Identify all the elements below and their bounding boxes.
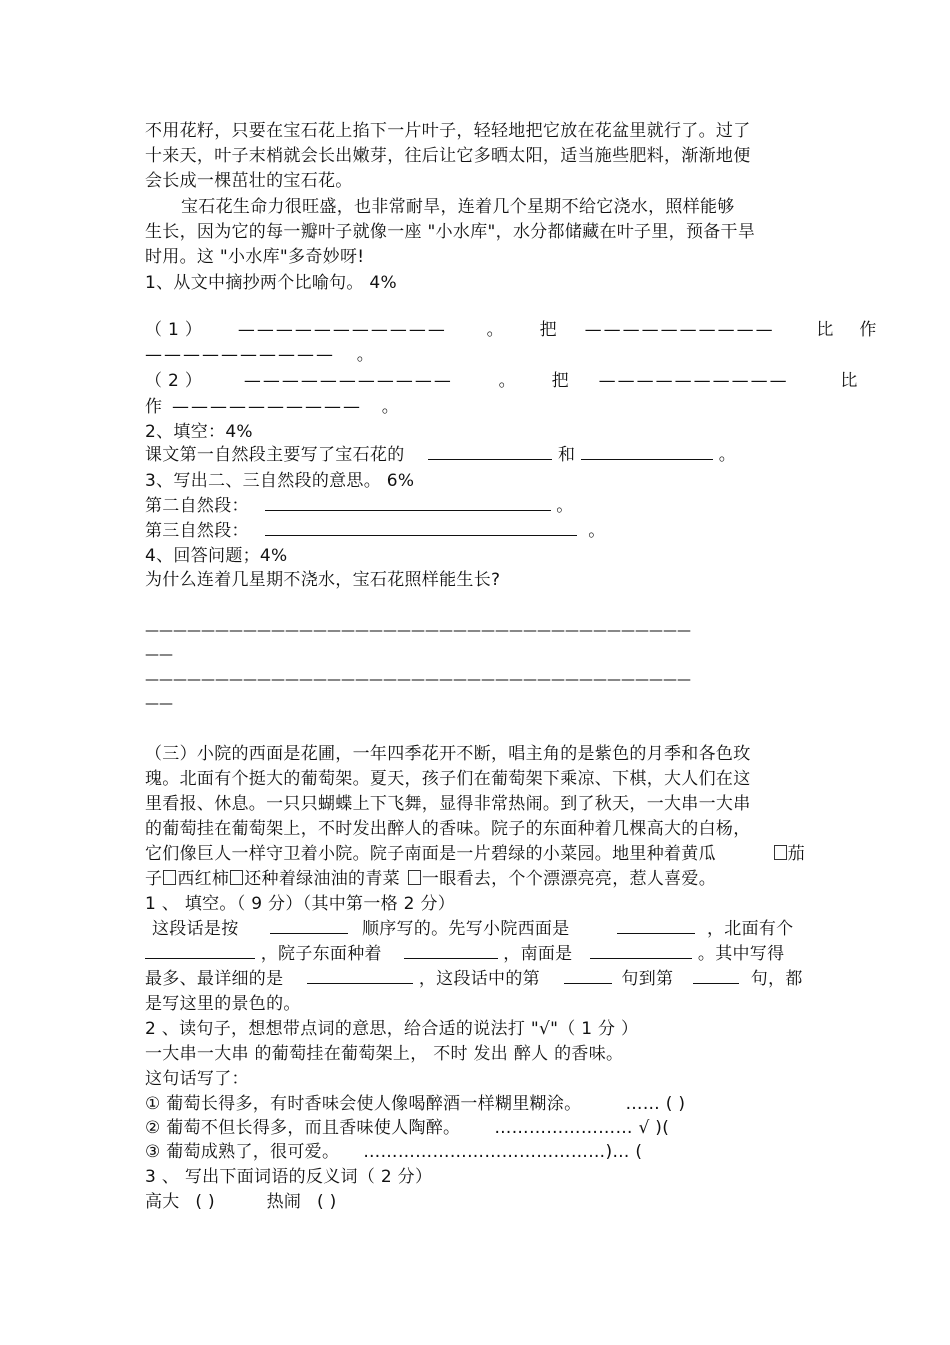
question-title: 2、填空：4% xyxy=(145,422,253,442)
label-zuo: 作 xyxy=(859,320,877,340)
blank-dashes[interactable]: ——————————— xyxy=(237,320,447,340)
passage-line: 它们像巨人一样守卫着小院。院子南面是一片碧绿的小菜园。地里种着黄瓜 茄 xyxy=(145,844,805,864)
s1-fill-line: 是写这里的景色的。 xyxy=(145,994,301,1014)
word-renao: 热闹 xyxy=(266,1192,302,1212)
answer-blank[interactable] xyxy=(145,943,255,959)
answer-blank[interactable] xyxy=(265,495,551,511)
answer-dash-line[interactable]: —— xyxy=(145,647,173,663)
punct: 。 xyxy=(588,521,606,541)
label-bi: 比 xyxy=(816,320,834,340)
s3-antonyms xyxy=(145,1191,337,1213)
passage-line: 会长成一棵茁壮的宝石花。 xyxy=(145,171,353,191)
answer-blank[interactable] xyxy=(590,943,692,959)
blank-dashes[interactable]: —————————— xyxy=(145,345,335,365)
blank-dashes[interactable]: ——————————— xyxy=(243,371,453,391)
box-mark xyxy=(774,845,787,860)
q2-he: 和 xyxy=(557,445,576,465)
question-title: 3、写出二、三自然段的意思。 6% xyxy=(145,471,415,491)
box-mark xyxy=(408,870,421,885)
answer-blank[interactable] xyxy=(307,968,413,984)
question-title: 1、从文中摘抄两个比喻句。 4% xyxy=(145,273,397,293)
answer-blank[interactable] xyxy=(617,918,695,934)
question-title: 2 、读句子，想想带点词的意思，给合适的说法打 "√"（ 1 分 ） xyxy=(145,1019,639,1039)
blank-dashes[interactable]: —————————— xyxy=(172,397,363,417)
answer-blank[interactable] xyxy=(428,444,552,460)
label-ba: 把 xyxy=(551,371,569,391)
answer-blank[interactable]: ( ) xyxy=(195,1192,215,1212)
label-para3: 第三自然段： xyxy=(145,521,249,541)
s2-option-3[interactable]: ③ 葡萄成熟了，很可爱。 ……………………………………)… ( xyxy=(145,1142,643,1162)
q1-item-number: （ 2 ） xyxy=(145,371,203,391)
answer-blank[interactable] xyxy=(581,444,713,460)
q4-question: 为什么连着几星期不浇水，宝石花照样能生长? xyxy=(145,570,501,590)
question-title: 4、回答问题；4% xyxy=(145,546,288,566)
answer-dash-line[interactable]: ——————————————————————————————————————— xyxy=(145,623,691,639)
punct: 。 xyxy=(381,397,400,417)
label-para2: 第二自然段： xyxy=(145,496,249,516)
q1-row-2-cont xyxy=(145,396,399,418)
question-title: 1 、 填空。（ 9 分）（其中第一格 2 分） xyxy=(145,894,456,914)
answer-dash-line[interactable]: —— xyxy=(145,696,173,712)
answer-blank[interactable] xyxy=(265,520,577,536)
s1-fill-line: 这段话是按 顺序写的。先写小院西面是 ，北面有个 xyxy=(152,919,794,939)
punct: 。 xyxy=(486,320,504,340)
answer-blank[interactable] xyxy=(404,943,498,959)
s2-sentence: 一大串一大串 的葡萄挂在葡萄架上， 不时 发出 醉人 的香味。 xyxy=(145,1044,624,1064)
s1-fill-line: 最多、最详细的是 ，这段话中的第 句到第 句，都 xyxy=(145,969,803,989)
label-bi: 比 xyxy=(840,371,858,391)
punct: 。 xyxy=(498,371,516,391)
q1-item-number: （ 1 ） xyxy=(145,320,203,340)
passage-line: （三）小院的西面是花圃，一年四季花开不断，唱主角的是紫色的月季和各色玫 xyxy=(145,744,751,764)
passage-line: 里看报、休息。一只只蝴蝶上下飞舞，显得非常热闹。到了秋天，一大串一大串 xyxy=(145,794,751,814)
passage-line: 瑰。北面有个挺大的葡萄架。夏天，孩子们在葡萄架下乘凉、下棋，大人们在这 xyxy=(145,769,751,789)
label-ba: 把 xyxy=(539,320,557,340)
label-zuo: 作 xyxy=(145,397,163,417)
s1-fill-line: ，院子东面种着 ，南面是 。其中写得 xyxy=(145,943,784,965)
s2-lead: 这句话写了： xyxy=(145,1069,249,1089)
box-mark xyxy=(163,870,176,885)
s2-option-2[interactable]: ② 葡萄不但长得多，而且香味使人陶醉。 …………………… √ )( xyxy=(145,1118,670,1138)
blank-dashes[interactable]: —————————— xyxy=(598,371,789,391)
word-gaoda: 高大 xyxy=(145,1192,180,1212)
answer-dash-line[interactable]: ——————————————————————————————————————— xyxy=(145,672,691,688)
answer-blank[interactable]: ( ) xyxy=(316,1192,337,1212)
passage-line: 宝石花生命力很旺盛，也非常耐旱，连着几个星期不给它浇水，照样能够 xyxy=(181,197,735,217)
answer-blank[interactable] xyxy=(564,968,612,984)
punct: 。 xyxy=(356,345,375,365)
q2-text: 课文第一自然段主要写了宝石花的 xyxy=(145,445,405,465)
blank-dashes[interactable]: —————————— xyxy=(584,320,775,340)
question-title: 3 、 写出下面词语的反义词（ 2 分） xyxy=(145,1167,433,1187)
box-mark xyxy=(230,870,243,885)
passage-line: 生长，因为它的每一瓣叶子就像一座 "小水库"，水分都储藏在叶子里，预备干旱 xyxy=(145,222,756,242)
passage-line: 的葡萄挂在葡萄架上，不时发出醉人的香味。院子的东面种着几棵高大的白杨， xyxy=(145,819,751,839)
s2-option-1[interactable]: ① 葡萄长得多，有时香味会使人像喝醉酒一样糊里糊涂。 …… ( ) xyxy=(145,1094,686,1114)
answer-blank[interactable] xyxy=(693,968,739,984)
punct: 。 xyxy=(556,496,574,516)
q1-row-1-cont xyxy=(145,344,374,366)
passage-line: 子 西红柿 还种着绿油油的青菜 一眼看去，个个漂漂亮亮，惹人喜爱。 xyxy=(145,869,717,889)
q2-fill xyxy=(145,444,736,466)
passage-line: 时用。这 "小水库"多奇妙呀! xyxy=(145,247,365,267)
q3-para3 xyxy=(145,520,606,542)
q1-row-2 xyxy=(145,370,858,392)
q3-para2 xyxy=(145,495,574,517)
punct: 。 xyxy=(718,445,736,465)
passage-line: 不用花籽，只要在宝石花上掐下一片叶子，轻轻地把它放在花盆里就行了。过了 xyxy=(145,121,751,141)
passage-line: 十来天，叶子末梢就会长出嫩芽，往后让它多晒太阳，适当施些肥料，渐渐地便 xyxy=(145,146,751,166)
answer-blank[interactable] xyxy=(270,918,348,934)
q1-row-1 xyxy=(145,319,877,341)
